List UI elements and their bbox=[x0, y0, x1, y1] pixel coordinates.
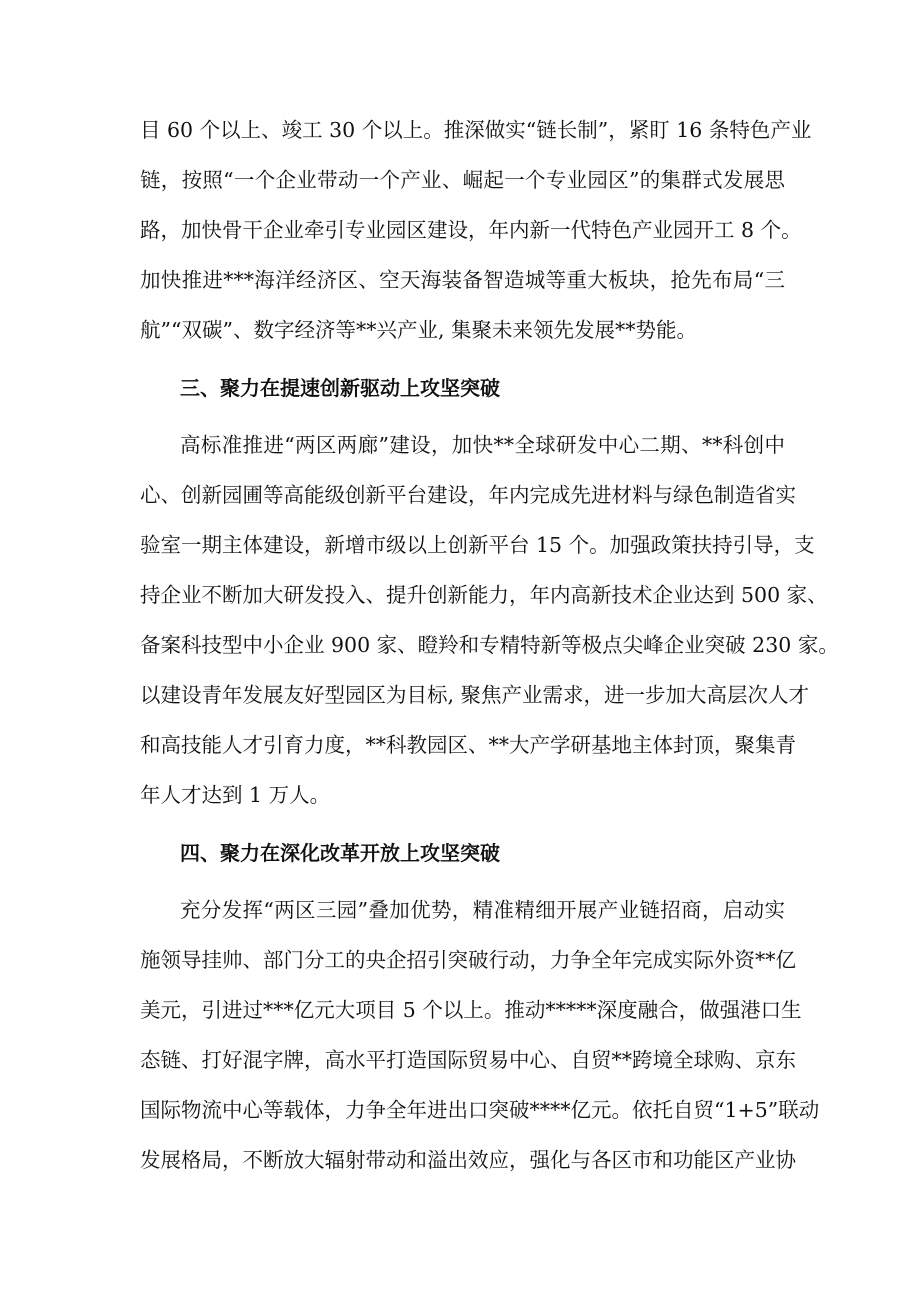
paragraph-line: 备案科技型中小企业 900 家、瞪羚和专精特新等极点尖峰企业突破 230 家。 bbox=[140, 633, 839, 657]
paragraph-line: 链，按照“一个企业带动一个产业、崛起一个专业园区”的集群式发展思 bbox=[140, 168, 785, 192]
paragraph-line: 验室一期主体建设，新增市级以上创新平台 15 个。加强政策扶持引导，支 bbox=[140, 533, 815, 557]
paragraph-line: 施领导挂帅、部门分工的央企招引突破行动，力争全年完成实际外资**亿 bbox=[140, 948, 796, 972]
section-heading-3: 三、聚力在提速创新驱动上攻坚突破 bbox=[180, 376, 500, 400]
paragraph-line: 持企业不断加大研发投入、提升创新能力，年内高新技术企业达到 500 家、 bbox=[140, 583, 828, 607]
paragraph-line: 以建设青年发展友好型园区为目标, 聚焦产业需求，进一步加大高层次人才 bbox=[140, 683, 810, 707]
paragraph-line: 美元，引进过***亿元大项目 5 个以上。推动*****深度融合，做强港口生 bbox=[140, 998, 802, 1022]
paragraph-line: 目 60 个以上、竣工 30 个以上。推深做实“链长制”，紧盯 16 条特色产业 bbox=[140, 118, 812, 142]
section-heading-4: 四、聚力在深化改革开放上攻坚突破 bbox=[180, 841, 500, 865]
paragraph-line: 发展格局，不断放大辐射带动和溢出效应，强化与各区市和功能区产业协 bbox=[140, 1148, 796, 1172]
paragraph-line: 加快推进***海洋经济区、空天海装备智造城等重大板块，抢先布局“三 bbox=[140, 268, 785, 292]
paragraph-line: 路，加快骨干企业牵引专业园区建设，年内新一代特色产业园开工 8 个。 bbox=[140, 218, 802, 242]
paragraph-line: 和高技能人才引育力度，**科教园区、**大产学研基地主体封顶，聚集青 bbox=[140, 733, 796, 757]
paragraph-line: 态链、打好混字牌，高水平打造国际贸易中心、自贸**跨境全球购、京东 bbox=[140, 1048, 796, 1072]
paragraph-line: 航”“双碳”、数字经济等**兴产业, 集聚未来领先发展**势能。 bbox=[140, 318, 697, 342]
paragraph-line: 充分发挥“两区三园”叠加优势，精准精细开展产业链招商，启动实 bbox=[180, 898, 785, 922]
paragraph-line: 心、创新园圃等高能级创新平台建设，年内完成先进材料与绿色制造省实 bbox=[140, 483, 796, 507]
paragraph-line: 高标准推进“两区两廊”建设，加快**全球研发中心二期、**科创中 bbox=[180, 433, 785, 457]
paragraph-line: 国际物流中心等载体，力争全年进出口突破****亿元。依托自贸“1+5”联动 bbox=[140, 1098, 820, 1122]
paragraph-line: 年人才达到 1 万人。 bbox=[140, 783, 331, 807]
